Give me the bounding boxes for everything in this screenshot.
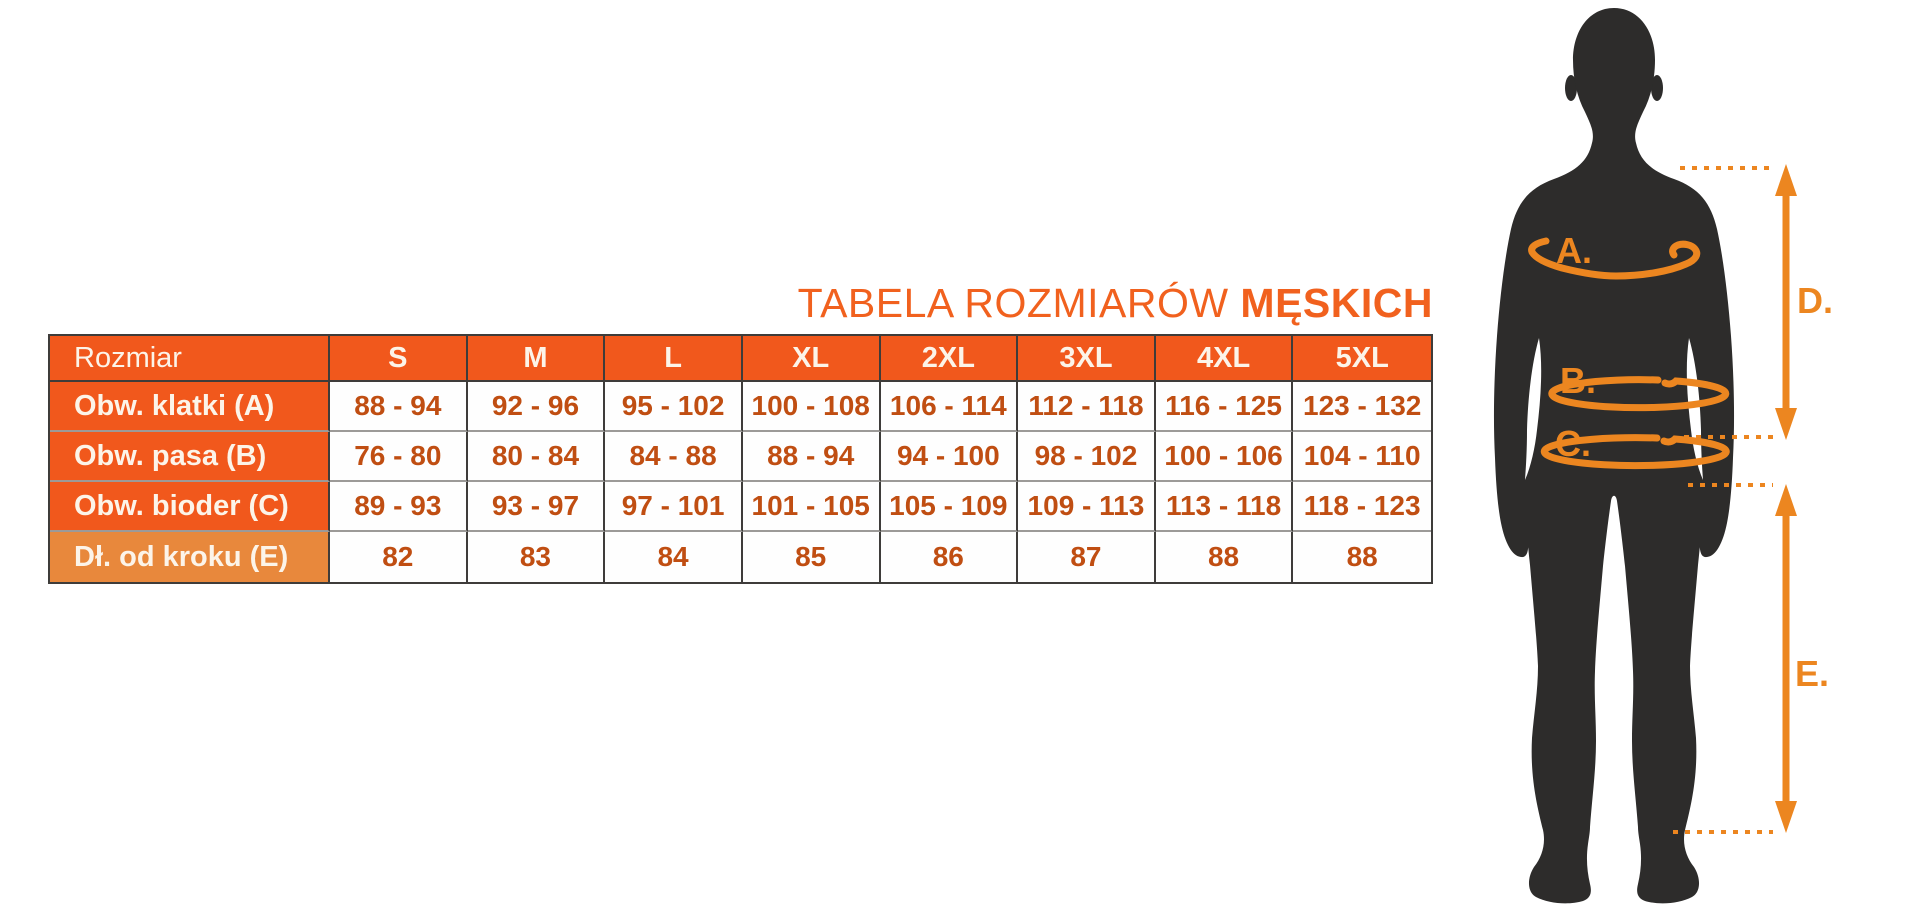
cell-chest-s: 88 - 94 [330,382,468,432]
cell-inseam-l: 84 [605,532,743,582]
row-label-waist: Obw. pasa (B) [50,432,330,482]
cell-waist-m: 80 - 84 [468,432,606,482]
cell-hips-l: 97 - 101 [605,482,743,532]
cell-hips-2xl: 105 - 109 [881,482,1019,532]
male-silhouette [1494,8,1734,903]
label-e: E. [1795,653,1830,694]
cell-inseam-5xl: 88 [1293,532,1431,582]
cell-inseam-m: 83 [468,532,606,582]
cell-waist-5xl: 104 - 110 [1293,432,1431,482]
label-c: C. [1555,423,1591,464]
header-cell-rozmiar: Rozmiar [50,336,330,382]
header-cell-5xl: 5XL [1293,336,1431,382]
cell-waist-s: 76 - 80 [330,432,468,482]
row-label-inseam: Dł. od kroku (E) [50,532,330,582]
cell-hips-xl: 101 - 105 [743,482,881,532]
cell-chest-3xl: 112 - 118 [1018,382,1156,432]
cell-inseam-4xl: 88 [1156,532,1294,582]
d-arrowhead-down [1775,408,1797,440]
cell-hips-5xl: 118 - 123 [1293,482,1431,532]
header-cell-xl: XL [743,336,881,382]
cell-inseam-2xl: 86 [881,532,1019,582]
body-measurement-figure [1470,0,1919,922]
cell-chest-l: 95 - 102 [605,382,743,432]
cell-waist-3xl: 98 - 102 [1018,432,1156,482]
cell-waist-l: 84 - 88 [605,432,743,482]
cell-inseam-xl: 85 [743,532,881,582]
cell-chest-m: 92 - 96 [468,382,606,432]
cell-inseam-3xl: 87 [1018,532,1156,582]
header-cell-2xl: 2XL [881,336,1019,382]
header-cell-l: L [605,336,743,382]
cell-waist-4xl: 100 - 106 [1156,432,1294,482]
size-table [48,334,1433,584]
row-label-chest: Obw. klatki (A) [50,382,330,432]
cell-hips-3xl: 109 - 113 [1018,482,1156,532]
cell-hips-4xl: 113 - 118 [1156,482,1294,532]
cell-chest-2xl: 106 - 114 [881,382,1019,432]
page-title-regular: TABELA ROZMIARÓW [797,280,1241,326]
header-cell-4xl: 4XL [1156,336,1294,382]
row-label-hips: Obw. bioder (C) [50,482,330,532]
header-cell-3xl: 3XL [1018,336,1156,382]
header-cell-m: M [468,336,606,382]
cell-waist-xl: 88 - 94 [743,432,881,482]
e-arrowhead-up [1775,484,1797,516]
cell-hips-m: 93 - 97 [468,482,606,532]
e-arrowhead-down [1775,801,1797,833]
page-title-bold: MĘSKICH [1240,280,1433,326]
label-a: A. [1556,230,1592,271]
label-d: D. [1797,280,1833,321]
header-cell-s: S [330,336,468,382]
cell-hips-s: 89 - 93 [330,482,468,532]
cell-chest-xl: 100 - 108 [743,382,881,432]
cell-inseam-s: 82 [330,532,468,582]
cell-chest-4xl: 116 - 125 [1156,382,1294,432]
page-title [797,280,1433,326]
cell-waist-2xl: 94 - 100 [881,432,1019,482]
label-b: B. [1560,360,1596,401]
cell-chest-5xl: 123 - 132 [1293,382,1431,432]
d-arrowhead-up [1775,164,1797,196]
